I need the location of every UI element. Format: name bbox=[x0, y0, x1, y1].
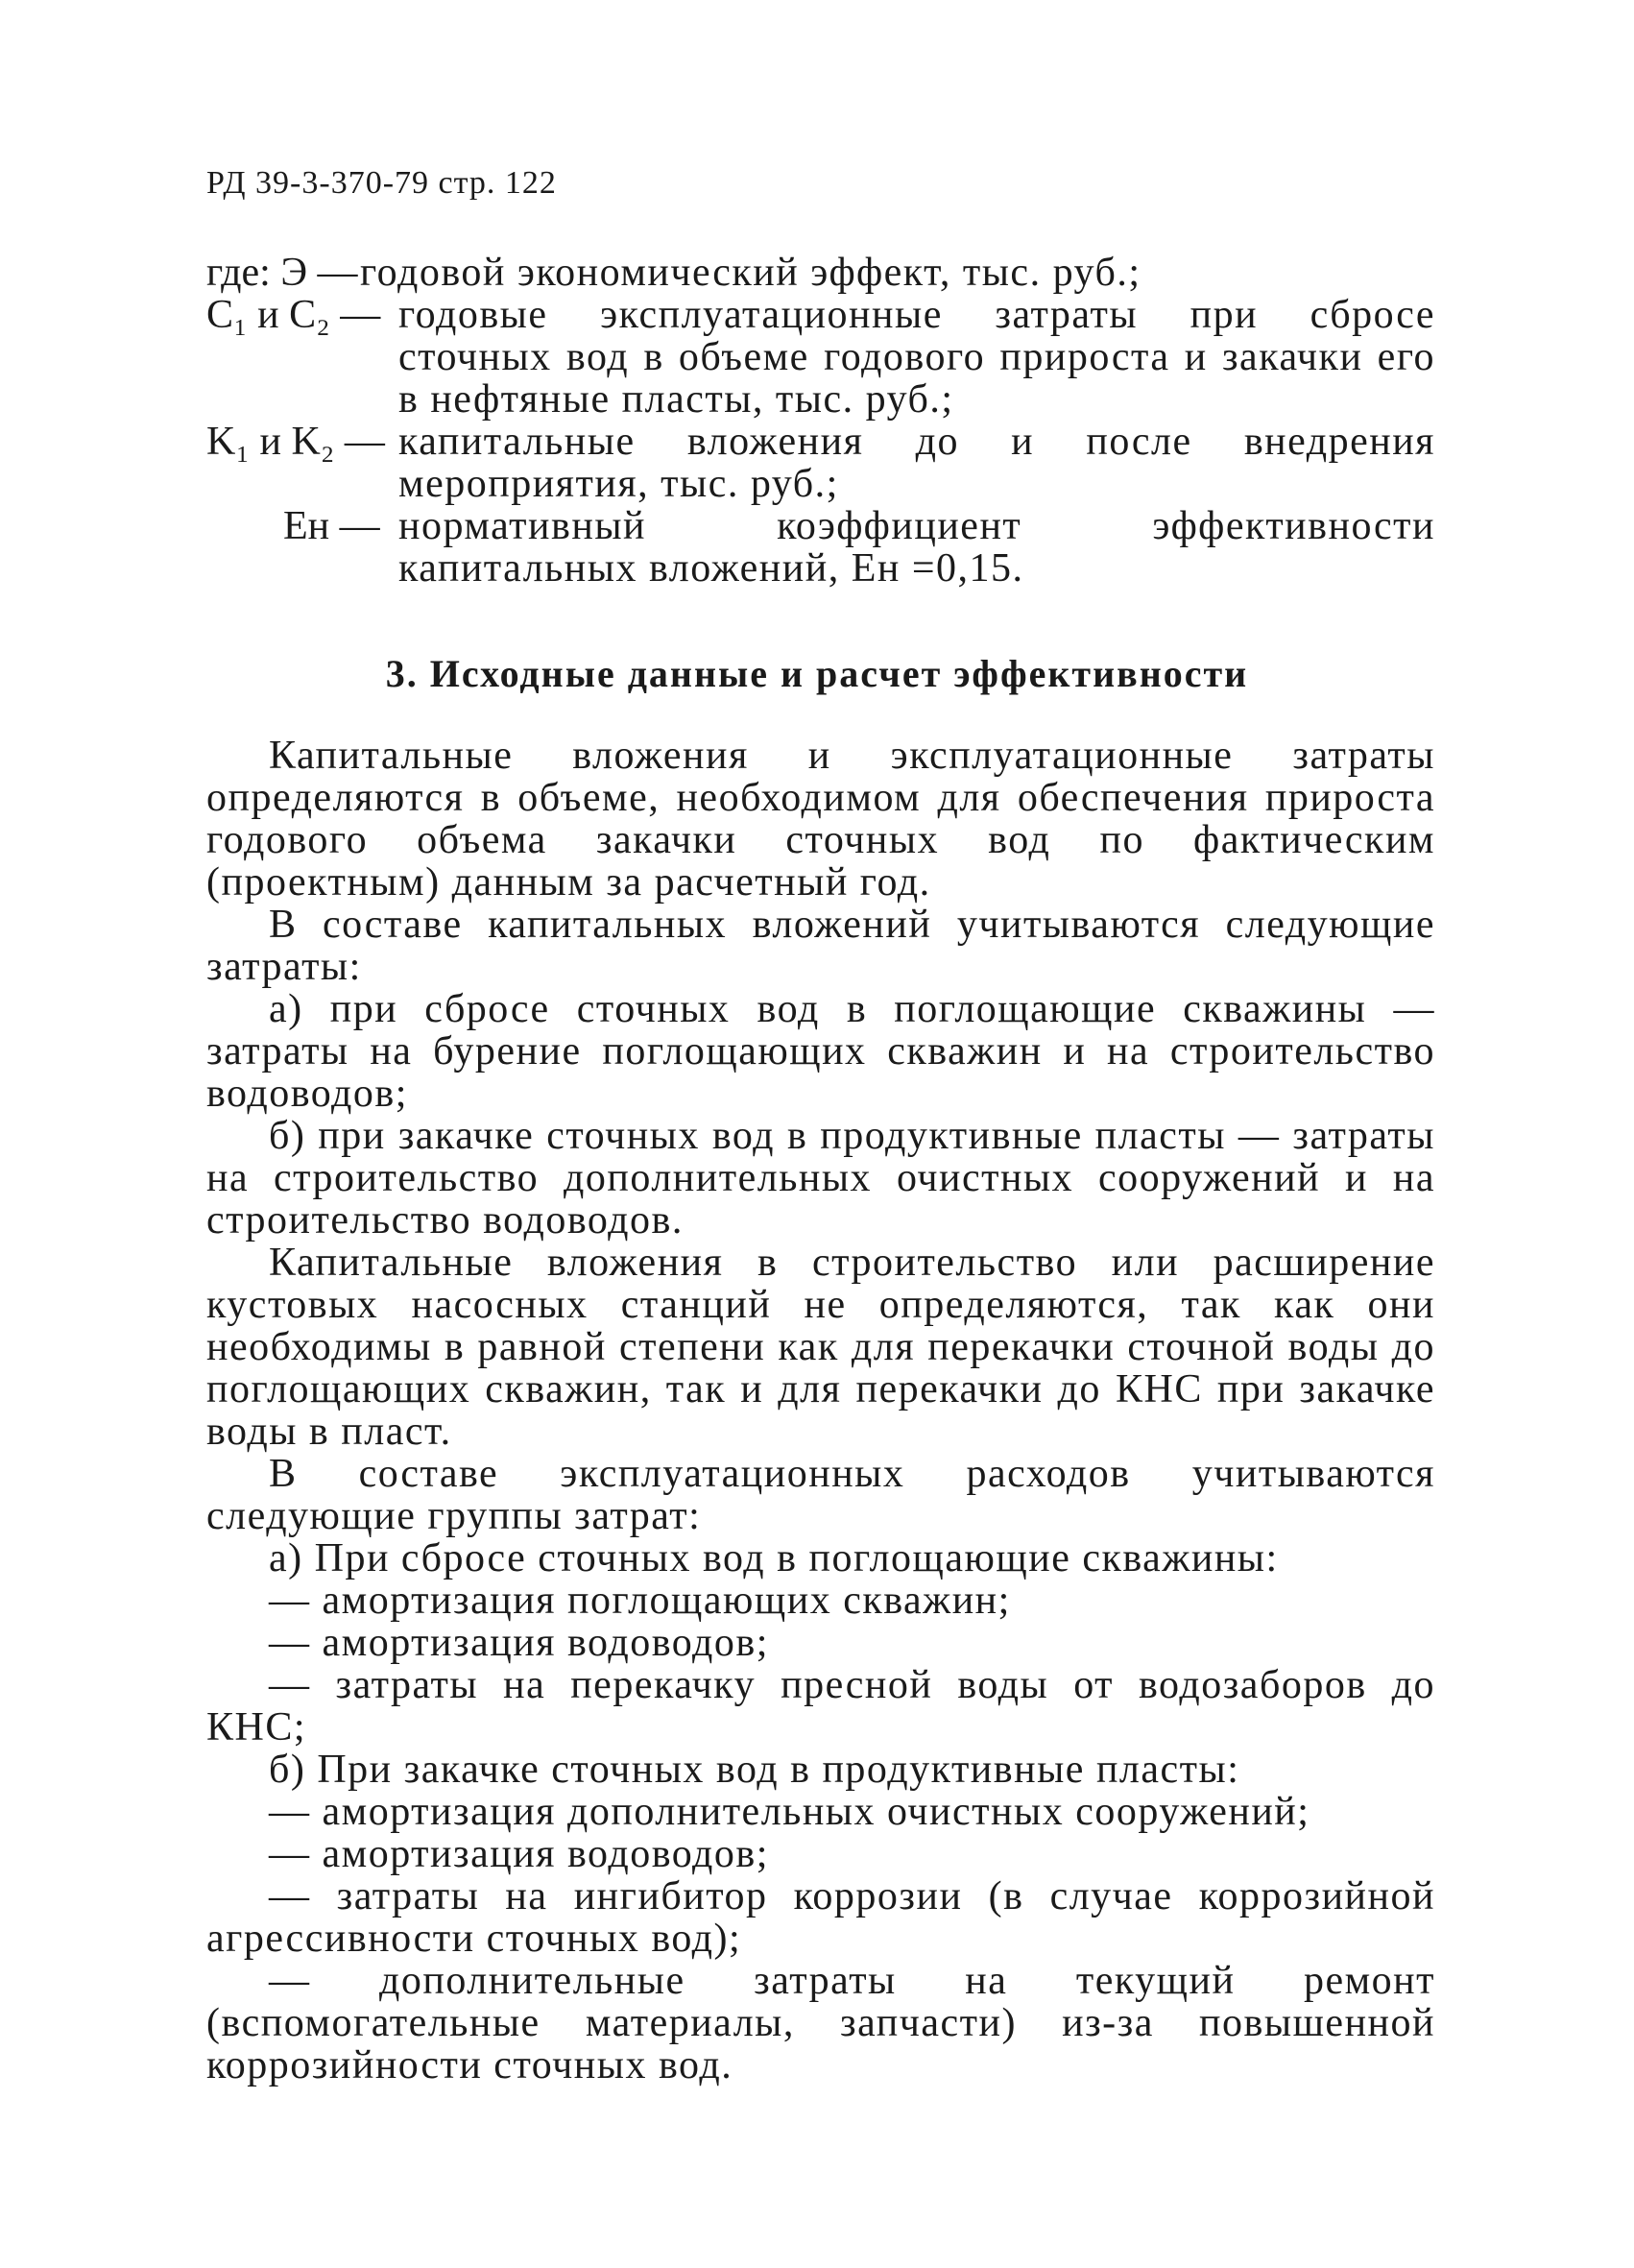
dash-list-item: — амортизация водоводов; bbox=[269, 1832, 769, 1876]
definition-text: нормативный коэффициент эффективности капитальных вложений, Eн =0,15. bbox=[398, 504, 1435, 591]
dash-list-item: — дополнительные затраты на текущий ремонт (вспомогательные материалы, запчасти) из-за повышенной коррозийности сточных вод. bbox=[206, 1959, 1435, 2087]
paragraph: Капитальные вложения и эксплуатационные затраты определяются в объеме, необходимом для обеспечения прироста годового объема закачки сточных вод по фактическим (проектным) данным за расчетный год. bbox=[206, 734, 1435, 905]
body-text bbox=[206, 735, 1435, 2087]
definition-text: капитальные вложения до и после внедрения мероприятия, тыс. руб.; bbox=[398, 420, 1435, 506]
dash-list-item: — амортизация дополнительных очистных сооружений; bbox=[269, 1790, 1310, 1834]
definition-row bbox=[206, 252, 1435, 294]
definition-term: где: Э — bbox=[206, 251, 358, 295]
definitions-list bbox=[206, 252, 1435, 590]
definition-row bbox=[206, 421, 1435, 505]
section-title: 3. Исходные данные и расчет эффективности bbox=[385, 652, 1249, 695]
dash-list-item: — затраты на перекачку пресной воды от водозаборов до КНС; bbox=[206, 1663, 1435, 1749]
paragraph: В составе эксплуатационных расходов учитываются следующие группы затрат: bbox=[206, 1452, 1435, 1538]
document-header: РД 39-3-370-79 стр. 122 bbox=[206, 165, 557, 201]
definition-row bbox=[206, 505, 1435, 590]
definition-term: C₁ и C₂ — bbox=[206, 293, 381, 337]
dash-list-item: — затраты на ингибитор коррозии (в случае коррозийной агрессивности сточных вод); bbox=[206, 1874, 1435, 1961]
paragraph: В составе капитальных вложений учитываются следующие затраты: bbox=[206, 903, 1435, 989]
list-item: а) При сбросе сточных вод в поглощающие скважины: bbox=[269, 1536, 1279, 1580]
paragraph: Капитальные вложения в строительство или расширение кустовых насосных станций не определяются, так как они необходимы в равной степени как для перекачки сточной воды до поглощающих скважин, так и для перекачки до КНС при закачке воды в пласт. bbox=[206, 1241, 1435, 1454]
list-item: б) При закачке сточных вод в продуктивные пласты: bbox=[269, 1748, 1240, 1792]
list-item: а) при сбросе сточных вод в поглощающие скважины — затраты на бурение поглощающих скважин и на строительство водоводов; bbox=[206, 987, 1435, 1116]
definition-row bbox=[206, 294, 1435, 421]
dash-list-item: — амортизация поглощающих скважин; bbox=[269, 1579, 1011, 1623]
dash-list-item: — амортизация водоводов; bbox=[269, 1621, 769, 1665]
definition-text: годовой экономический эффект, тыс. руб.; bbox=[360, 251, 1141, 295]
definition-text: годовые эксплуатационные затраты при сбросе сточных вод в объеме годового прироста и закачки его в нефтяные пласты, тыс. руб.; bbox=[398, 293, 1435, 422]
list-item: б) при закачке сточных вод в продуктивные пласты — затраты на строительство дополнительных очистных сооружений и на строительство водоводов. bbox=[206, 1114, 1435, 1243]
definition-term: Eн — bbox=[283, 504, 380, 548]
definition-term: K₁ и K₂ — bbox=[206, 420, 385, 464]
